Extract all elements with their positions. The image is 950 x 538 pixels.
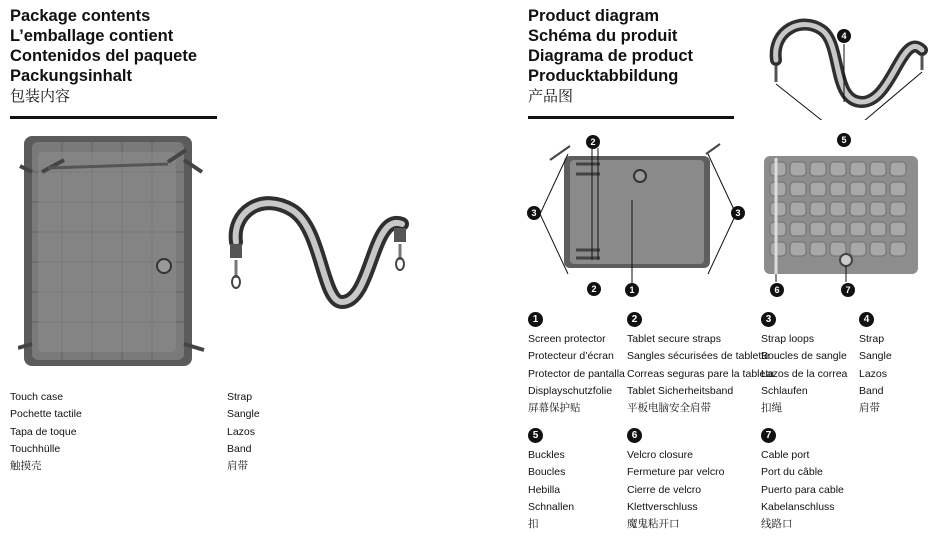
title-de: Producktabbildung	[528, 67, 679, 85]
part-4-label-de: Band	[859, 384, 884, 397]
part-4-number: 4	[859, 312, 874, 327]
part-7-label-en: Cable port	[761, 449, 810, 461]
product-diagram-heading	[528, 6, 693, 107]
title-fr: L’emballage contient	[10, 27, 174, 45]
touch-case-label-en: Touch case	[10, 391, 64, 403]
callout-4: 4	[837, 29, 851, 43]
title-zh: 产品图	[528, 88, 574, 105]
part-2-label-fr: Sangles sécurisées de tablette	[627, 350, 771, 363]
part-5-label-zh: 扣	[528, 518, 539, 531]
strap-label-zh: 肩带	[227, 460, 248, 473]
package-contents-heading	[10, 6, 197, 107]
heading-divider	[528, 116, 734, 119]
part-6-label-fr: Fermeture par velcro	[627, 466, 725, 479]
strap-label-en: Strap	[227, 391, 253, 403]
part-1-label-es: Protector de pantalla	[528, 367, 625, 380]
part-6-label-es: Cierre de velcro	[627, 483, 702, 496]
part-7-label-es: Puerto para cable	[761, 483, 844, 496]
strap-labels	[227, 389, 260, 475]
part-3-label-zh: 扣绳	[761, 402, 782, 415]
part-6-label-de: Klettverschluss	[627, 500, 698, 513]
part-4-labels	[859, 331, 892, 417]
strap-label-es: Lazos	[227, 425, 256, 438]
touch-case-label-zh: 触摸壳	[10, 460, 42, 473]
part-6-label-en: Velcro closure	[627, 449, 693, 461]
part-1-label-de: Displayschutzfolie	[528, 384, 613, 397]
part-5-label-fr: Boucles	[528, 466, 566, 479]
title-es: Contenidos del paquete	[10, 47, 198, 65]
part-7-label-fr: Port du câble	[761, 466, 823, 479]
part-6-number: 6	[627, 428, 642, 443]
part-1-labels	[528, 331, 625, 417]
title-en: Product diagram	[528, 7, 660, 25]
part-3-label-es: Lazos de la correa	[761, 367, 848, 380]
part-4-label-es: Lazos	[859, 367, 888, 380]
part-7-labels	[761, 447, 844, 533]
part-2-label-es: Correas seguras pare la tableta	[627, 367, 775, 380]
title-fr: Schéma du produit	[528, 27, 678, 45]
title-de: Packungsinhalt	[10, 67, 132, 85]
part-3-label-en: Strap loops	[761, 333, 815, 345]
callout-6: 6	[770, 283, 784, 297]
strap-diagram-image	[762, 10, 932, 120]
part-4-label-zh: 肩带	[859, 402, 880, 415]
part-1-label-en: Screen protector	[528, 333, 606, 345]
callout-2-top: 2	[586, 135, 600, 149]
title-es: Diagrama de product	[528, 47, 694, 65]
part-2-label-zh: 平板电脑安全肩带	[627, 402, 711, 415]
touch-case-label-es: Tapa de toque	[10, 425, 77, 438]
touch-case-label-fr: Pochette tactile	[10, 408, 82, 421]
heading-divider	[10, 116, 217, 119]
touch-case-labels	[10, 389, 82, 475]
part-3-number: 3	[761, 312, 776, 327]
part-5-number: 5	[528, 428, 543, 443]
part-6-label-zh: 魔鬼粘开口	[627, 518, 680, 531]
touch-case-label-de: Touchhülle	[10, 442, 61, 455]
part-5-labels	[528, 447, 574, 533]
title-zh: 包装内容	[10, 88, 71, 105]
strap-label-de: Band	[227, 442, 252, 455]
part-7-number: 7	[761, 428, 776, 443]
strap-label-fr: Sangle	[227, 408, 260, 421]
back-diagram-image	[760, 152, 922, 292]
callout-2-bottom: 2	[587, 282, 601, 296]
part-1-number: 1	[528, 312, 543, 327]
part-2-labels	[627, 331, 774, 417]
callout-5: 5	[837, 133, 851, 147]
callout-7: 7	[841, 283, 855, 297]
part-1-label-zh: 屏幕保护贴	[528, 402, 581, 415]
part-7-label-zh: 线路口	[761, 518, 793, 531]
part-2-number: 2	[627, 312, 642, 327]
part-6-labels	[627, 447, 724, 533]
front-diagram-image	[540, 140, 750, 290]
title-en: Package contents	[10, 7, 151, 25]
part-3-label-de: Schlaufen	[761, 384, 808, 397]
callout-3-left: 3	[527, 206, 541, 220]
part-5-label-es: Hebilla	[528, 483, 561, 496]
callout-1: 1	[625, 283, 639, 297]
part-7-label-de: Kabelanschluss	[761, 500, 835, 513]
part-5-label-en: Buckles	[528, 449, 565, 461]
part-2-label-de: Tablet Sicherheitsband	[627, 384, 734, 397]
callout-3-right: 3	[731, 206, 745, 220]
part-1-label-fr: Protecteur d’écran	[528, 350, 614, 363]
touch-case-image	[18, 132, 208, 372]
part-4-label-fr: Sangle	[859, 350, 892, 363]
part-3-label-fr: Boucles de sangle	[761, 350, 847, 363]
part-4-label-en: Strap	[859, 333, 885, 345]
part-5-label-de: Schnallen	[528, 500, 575, 513]
part-3-labels	[761, 331, 847, 417]
strap-image	[222, 182, 422, 322]
part-2-label-en: Tablet secure straps	[627, 333, 721, 345]
